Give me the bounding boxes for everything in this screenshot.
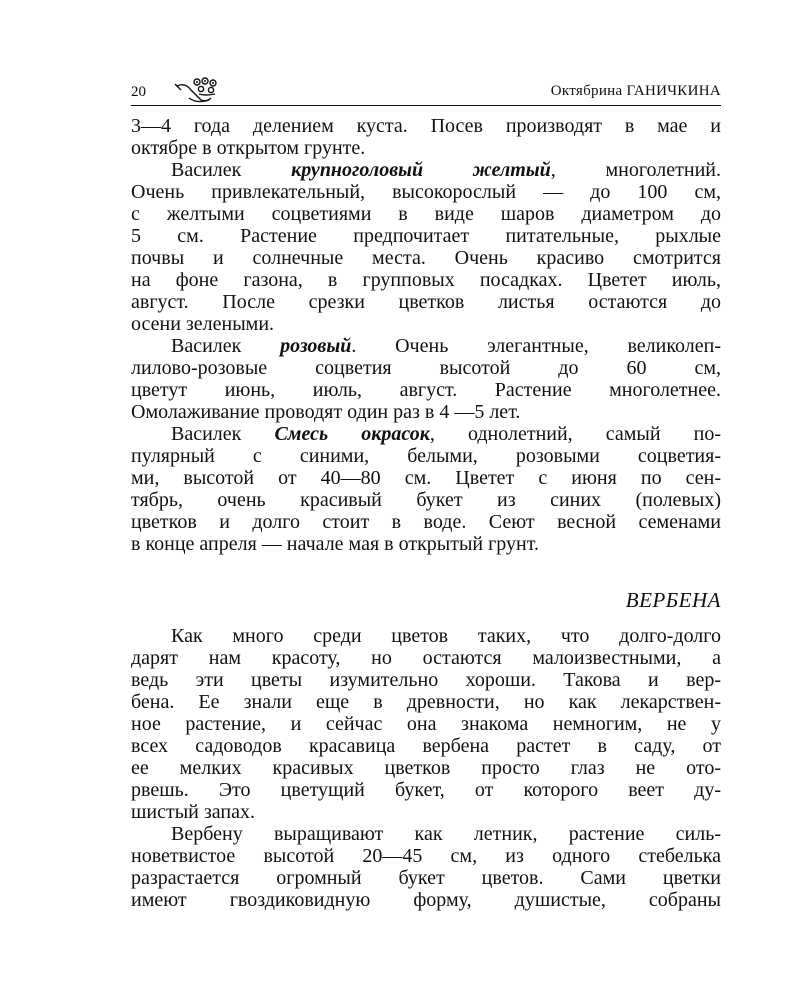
paragraph-first-line: Вербену выращивают как летник, растение силь-: [171, 823, 721, 845]
variety-name: крупноголовый желтый: [291, 159, 551, 181]
text-line: имеют гвоздиковидную форму, душистые, собраны: [131, 889, 721, 911]
page-number: 20: [131, 84, 146, 100]
text-line: новетвистое высотой 20—45 см, из одного стебелька: [131, 845, 721, 867]
text-line: дарят нам красоту, но остаются малоизвестными, а: [131, 647, 721, 669]
page-header: [131, 78, 721, 106]
text-line: рвешь. Это цветущий букет, от которого веет ду-: [131, 779, 721, 801]
text-line: пулярный с синими, белыми, розовыми соцветия-: [131, 445, 721, 467]
variety-name: Смесь окрасок: [274, 423, 430, 445]
text-line: тябрь, очень красивый букет из синих (полевых): [131, 489, 721, 511]
text-line: с желтыми соцветиями в виде шаров диаметром до: [131, 203, 721, 225]
text-line: в конце апреля — начале мая в открытый грунт.: [131, 533, 539, 555]
text-line: почвы и солнечные места. Очень красиво смотрится: [131, 247, 721, 269]
text-span: Василек: [171, 159, 292, 181]
text-line: Очень привлекательный, высокорослый — до 100 см,: [131, 181, 721, 203]
text-line: бена. Ее знали еще в древности, но как лекарствен-: [131, 691, 721, 713]
text-span: , многолетний.: [550, 159, 721, 181]
text-line: ное растение, и сейчас она знакома немногим, не у: [131, 713, 721, 735]
text-line: ми, высотой от 40—80 см. Цветет с июня по сен-: [131, 467, 721, 489]
text-line: октябре в открытом грунте.: [131, 137, 366, 159]
text-span: , однолетний, самый по-: [429, 423, 721, 445]
text-line: ее мелких красивых цветков просто глаз не ото-: [131, 757, 721, 779]
text-line: Омолаживание проводят один раз в 4 —5 лет.: [131, 401, 521, 423]
paragraph-first-line: Как много среди цветов таких, что долго-долго: [171, 625, 721, 647]
text-line: осени зелеными.: [131, 313, 275, 335]
text-span: Василек: [171, 423, 275, 445]
text-line: на фоне газона, в групповых посадках. Цветет июль,: [131, 269, 721, 291]
text-line: 3—4 года делением куста. Посев производят в мае и: [131, 115, 721, 137]
text-line: лилово-розовые соцветия высотой до 60 см,: [131, 357, 721, 379]
text-line: 5 см. Растение предпочитает питательные, рыхлые: [131, 225, 721, 247]
paragraph-first-line: [131, 159, 721, 181]
text-line: шистый запах.: [131, 801, 255, 823]
paragraph-first-line: [131, 335, 721, 357]
paragraph-first-line: [131, 423, 721, 445]
section-body-text: [131, 625, 721, 911]
body-text: [131, 115, 721, 555]
text-span: . Очень элегантные, великолеп-: [351, 335, 722, 357]
text-line: цветут июнь, июль, август. Растение многолетнее.: [131, 379, 721, 401]
text-line: цветков и долго стоит в воде. Сеют весной семенами: [131, 511, 721, 533]
variety-name: розовый: [280, 335, 352, 357]
text-line: август. После срезки цветков листья остаются до: [131, 291, 721, 313]
header-rule: [131, 105, 721, 106]
text-line: всех садоводов красавица вербена растет в саду, от: [131, 735, 721, 757]
section-title: ВЕРБЕНА: [625, 588, 721, 612]
running-title: Октябрина ГАНИЧКИНА: [550, 83, 721, 99]
text-line: ведь эти цветы изумительно хороши. Такова и вер-: [131, 669, 721, 691]
text-span: Василек: [171, 335, 281, 357]
text-line: разрастается огромный букет цветов. Сами цветки: [131, 867, 721, 889]
